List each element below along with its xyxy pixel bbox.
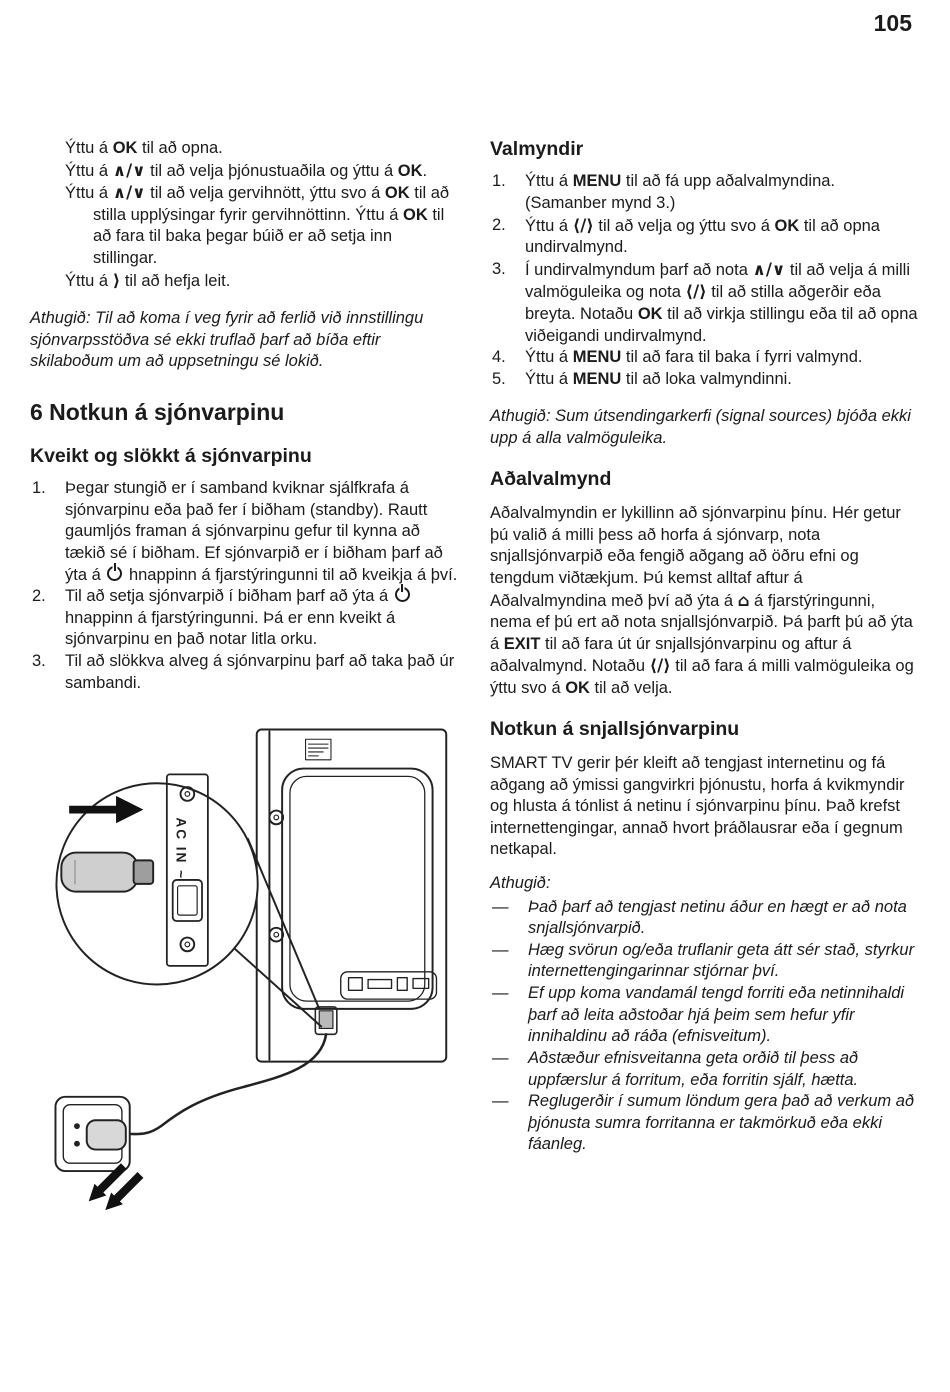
list-item [30, 160, 460, 183]
tv-back-panel [257, 730, 447, 1062]
text-run: MENU [572, 369, 622, 388]
power-steps-list [30, 478, 460, 694]
satellite-setup-steps [30, 138, 460, 292]
text-run: til að opna undirvalmynd. [525, 216, 880, 257]
text-run: SMART TV gerir þér kleift að tengjast internetinu og fá aðgang að ýmissi gangvirkri þjónustu, horfa á kvikmyndir og hlusta á tónlist á netinu í sjónvarpinu þínu. Það krefst internettengingar, annað hvort þráðlausrar eða í gegnum netkapal. [490, 753, 905, 859]
list-item-text [528, 1092, 914, 1153]
list-marker: — [492, 1048, 509, 1067]
text-run: til að stilla upplýsingar fyrir gervihnöttinn. Ýttu á [93, 184, 450, 224]
list-item [30, 270, 460, 293]
list-marker: — [492, 940, 509, 959]
list-item-text [65, 139, 223, 157]
text-run: til að velja og ýttu svo á [593, 216, 775, 235]
text-run: Það þarf að tengjast netinu áður en hægt er að nota snjallsjónvarpið. [528, 897, 907, 938]
text-run: til að velja á milli valmöguleika og nota [525, 260, 911, 302]
text-run: til að hefja leit. [120, 271, 231, 290]
text-run: Ef upp koma vandamál tengd forriti eða netinnihaldi þarf að leita aðstoðar hjá þeim sem hefur yfir innihaldinu að ráða (efnisveitum). [528, 984, 905, 1046]
list-item-text [65, 272, 230, 290]
page-number: 105 [873, 10, 912, 36]
list-item [30, 478, 460, 586]
text-run: MENU [572, 348, 622, 367]
smart-tv-heading: Notkun á snjallsjónvarpinu [490, 717, 740, 740]
setup-note [30, 308, 460, 373]
text-run: Ýttu á [65, 271, 113, 290]
text-run: OK [565, 678, 590, 697]
text-run: til að fara út úr snjallsjónvarpinu og aftur á aðalvalmynd. Notaðu [490, 634, 852, 676]
list-item [490, 347, 920, 369]
list-item [30, 586, 460, 651]
list-marker: 4. [492, 348, 506, 367]
list-item [490, 259, 920, 347]
list-marker: 3. [32, 651, 46, 670]
chevron-left-right-icon: ⟨/⟩ [685, 282, 707, 302]
text-run: Ýttu á [65, 139, 113, 157]
smart-tv-paragraph [490, 753, 920, 861]
text-run: á fjarstýringunni, nema ef þú ert að nota snjallsjónvarpið. Þá þarft þú að ýta á [490, 591, 913, 653]
text-run: Athugið: Til að koma í veg fyrir að ferlið við innstillingu sjónvarpsstöðva sé ekki truflað þarf að bíða eftir skilaboðum um að uppsetningu sé lokið. [30, 309, 424, 371]
text-run: Þegar stungið er í samband kviknar sjálfkrafa á sjónvarpinu eða það fer í biðham (standby). Rautt gaumljós framan á sjónvarpinu gefur til kynna að tækið sé í biðham. Ef sjónvarpið er í biðham þarf að ýta á [65, 479, 443, 584]
list-item [30, 182, 460, 269]
list-item [490, 897, 920, 940]
text-run: til að opna. [137, 139, 223, 157]
list-item [490, 940, 920, 983]
tv-power-connection-figure [30, 708, 460, 1216]
text-run: til að stilla aðgerðir eða breyta. Notaðu [525, 283, 881, 324]
text-run: Athugið: Sum útsendingarkerfi (signal sources) bjóða ekki upp á alla valmöguleika. [490, 407, 911, 448]
list-item-text [65, 479, 457, 583]
chevron-left-right-icon: ⟨/⟩ [572, 215, 594, 235]
chevron-up-down-icon: ∧/∨ [112, 160, 146, 180]
list-item-text [525, 348, 862, 366]
list-marker: — [492, 897, 509, 916]
list-item-text [528, 1049, 858, 1089]
list-item-text [525, 370, 792, 388]
list-marker: — [492, 1092, 509, 1111]
chevron-left-right-icon: ⟨/⟩ [649, 656, 671, 676]
text-run: OK [397, 161, 423, 180]
text-run: Athugið: [490, 874, 551, 893]
menus-note [490, 406, 920, 449]
outlet-plug [87, 1120, 126, 1149]
left-column [30, 138, 460, 1216]
text-run: Ýttu á [525, 216, 573, 235]
text-run: Hæg svörun og/eða truflanir geta átt sér stað, styrkur internettengingarinnar stjórnar því. [528, 940, 915, 981]
chevron-up-down-icon: ∧/∨ [752, 259, 786, 279]
text-run: EXIT [503, 634, 541, 653]
text-run: til að fara til baka þegar búið er að setja inn stillingar. [93, 205, 445, 268]
list-item [490, 369, 920, 391]
ac-in-label: AC IN ~ [173, 817, 189, 881]
list-item-text [528, 898, 907, 938]
list-item [30, 138, 460, 160]
list-item [490, 215, 920, 259]
list-item-text [528, 984, 904, 1045]
text-run: til að velja þjónustuaðila og ýttu á [145, 161, 398, 180]
section-heading: 6 Notkun á sjónvarpinu [30, 399, 285, 426]
text-run: til að velja. [589, 678, 673, 697]
text-run: til að fara til baka í fyrri valmynd. [621, 348, 863, 367]
text-run: . [422, 161, 428, 180]
list-item-text [528, 941, 914, 981]
main-menu-heading: Aðalvalmynd [490, 467, 612, 490]
list-marker: 5. [492, 369, 506, 388]
text-run: OK [402, 205, 428, 224]
text-run: Ýttu á [525, 172, 573, 191]
list-item-text [65, 184, 449, 267]
text-run: til að virkja stillingu eða til að opna viðeigandi undirvalmynd. [525, 305, 918, 345]
power-icon [107, 566, 122, 581]
text-run: Ýttu á [525, 348, 573, 367]
text-run: Ýttu á [65, 184, 113, 203]
text-run: Aðalvalmyndin er lykillinn að sjónvarpinu þínu. Hér getur þú valið á milli þess að horfa á sjónvarp, nota snjallsjónvarpið eða fengið aðgang að öðru efni og tengdum viðtækjum. Þú kemst alltaf aftur á Aðalvalmyndina með því að ýta á [490, 504, 901, 610]
home-icon: ⌂ [737, 590, 750, 610]
chevron-right-icon: ⟩ [112, 270, 121, 290]
text-run: hnappinn á fjarstýringunni til að kveikja á því. [124, 565, 458, 584]
text-run: til að velja gervihnött, ýttu svo á [145, 184, 385, 203]
menu-steps-list [490, 171, 920, 390]
text-run: OK [637, 305, 663, 324]
menus-heading: Valmyndir [490, 138, 584, 160]
text-run: OK [774, 216, 800, 235]
list-item-text [525, 172, 835, 212]
text-run: Til að setja sjónvarpið í biðham þarf að ýta á [65, 587, 393, 606]
power-subheading: Kveikt og slökkt á sjónvarpinu [30, 444, 312, 467]
text-run: Reglugerðir í sumum löndum gera það að verkum að þjónusta sumra forritanna er takmörkuð eða ekki fáanleg. [528, 1092, 915, 1154]
text-run: OK [112, 139, 138, 157]
list-item [490, 171, 920, 214]
chevron-up-down-icon: ∧/∨ [112, 183, 146, 203]
list-item [490, 983, 920, 1048]
text-run: Í undirvalmyndum þarf að nota [525, 260, 753, 279]
tv-power-illustration [30, 708, 460, 1216]
wall-outlet [55, 1097, 129, 1171]
list-marker: 3. [492, 259, 506, 278]
text-run: Aðstæður efnisveitanna geta orðið til þess að uppfærslur á forritum, eða forritin sjálf, hætta. [528, 1048, 859, 1089]
list-item-text [65, 162, 427, 180]
text-run: til að loka valmyndinni. [621, 369, 792, 388]
text-run: MENU [572, 172, 622, 191]
text-run: Ýttu á [65, 161, 113, 180]
list-item [490, 1091, 920, 1156]
list-marker: 1. [492, 172, 506, 191]
list-marker: — [492, 984, 509, 1003]
list-item-text [65, 587, 412, 648]
text-run: Ýttu á [525, 369, 573, 388]
smart-tv-notes-list [490, 897, 920, 1156]
list-item-text [525, 261, 918, 345]
main-menu-paragraph [490, 503, 920, 699]
power-icon [395, 587, 410, 602]
list-item-text [65, 652, 454, 692]
text-run: hnappinn á fjarstýringunni. Þá er enn kveikt á sjónvarpinu en það notar litla orku. [65, 608, 396, 649]
list-marker: 1. [32, 479, 46, 498]
tv-label [306, 739, 331, 760]
smart-tv-note-label [490, 873, 920, 895]
list-item [30, 651, 460, 694]
text-run: til að fá upp aðalvalmyndina. (Samanber mynd 3.) [525, 172, 836, 212]
list-item-text [525, 217, 880, 257]
two-column-layout [30, 8, 918, 1216]
text-run: Til að slökkva alveg á sjónvarpinu þarf að taka það úr sambandi. [65, 651, 455, 692]
list-marker: 2. [492, 215, 506, 234]
text-run: til að fara á milli valmöguleika og ýttu svo á [490, 657, 914, 697]
right-column [490, 138, 920, 1216]
list-marker: 2. [32, 587, 46, 606]
text-run: OK [384, 184, 410, 203]
list-item [490, 1048, 920, 1091]
